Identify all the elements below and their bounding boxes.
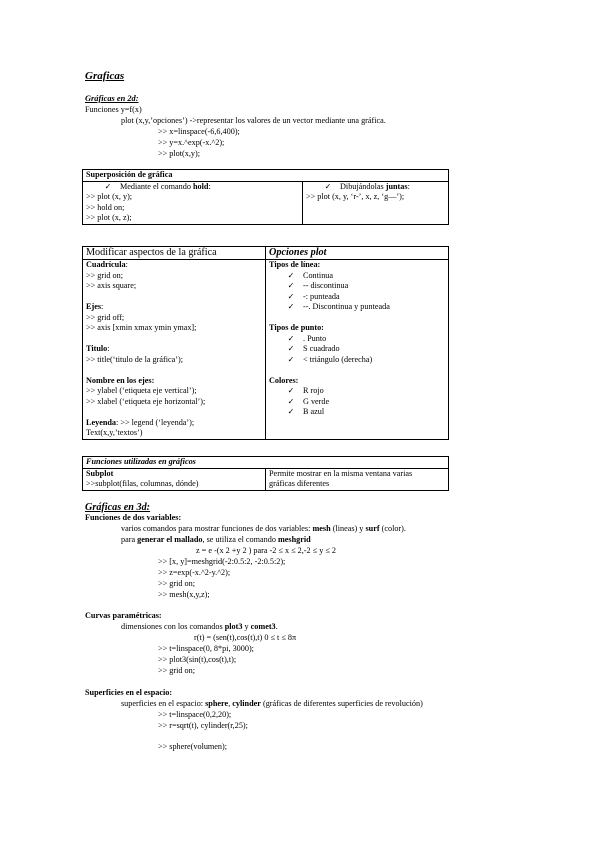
funciones-header: Funciones utilizadas en gráficos [83, 457, 449, 469]
code-line: >> sphere(volumen); [158, 742, 228, 751]
checkmark-icon: ✓ [287, 354, 295, 364]
checkmark-icon: ✓ [287, 386, 295, 395]
subheading: Superficies en el espacio: [85, 688, 173, 697]
checkmark-icon: ✓ [287, 407, 295, 416]
checkmark-icon: ✓ [287, 281, 295, 290]
section-2d-heading: Gráficas en 2d: [85, 94, 139, 103]
opciones-body: Tipos de línea: ✓ Continua ✓ -- discontinua ✓ -: punteada ✓ --. Discontinua y punteada Tipos de punto: ✓ . Punto ✓ S cuadrado ✓ < triángulo (derecha) Colores: ✓ R rojo ✓ G verde ✓ B azul [266, 260, 449, 440]
opciones-header: Opciones plot [266, 247, 449, 260]
page-title: Graficas [85, 70, 125, 82]
text-line: plot (x,y,’opciones’) ->representar los valores de un vector mediante una gráfica. [121, 116, 386, 125]
code-line: >> t=linspace(0, 8*pi, 3000); [158, 644, 254, 653]
checkmark-icon: ✓ [287, 302, 295, 311]
checkmark-icon: ✓ [287, 333, 295, 343]
text-line: varios comandos para mostrar funciones de dos variables: mesh (lineas) y surf (color). [121, 524, 406, 533]
code-line: >> r=sqrt(t), cylinder(r,25); [158, 721, 248, 730]
text-line: Funciones y=f(x) [85, 105, 142, 114]
juntas-cell: ✓ Dibujándolas juntas: >> plot (x, y, ‘r-’, x, z, ‘g—’); [303, 181, 449, 224]
superposicion-table [82, 169, 449, 225]
code-line: >> mesh(x,y,z); [158, 590, 210, 599]
text-line: superficies en el espacio: sphere, cylinder (gráficas de diferentes superficies de revolución) [121, 699, 423, 708]
checkmark-icon: ✓ [287, 291, 295, 301]
code-line: >> t=linspace(0,2,20); [158, 710, 232, 719]
code-line: >> z=exp(-x.^2-y.^2); [158, 568, 231, 577]
code-line: >> plot3(sin(t),cos(t),t); [158, 655, 237, 664]
hold-cell: ✓ Mediante el comando hold: >> plot (x, y); >> hold on; >> plot (x, z); [83, 181, 303, 224]
superposicion-header: Superposición de gráfica [83, 170, 449, 182]
text-line: dimensiones con los comandos plot3 y comet3. [121, 622, 278, 631]
funciones-table [82, 456, 449, 491]
subheading: Curvas paramétricas: [85, 611, 162, 620]
code-line: >> x=linspace(-6,6,400); [158, 127, 240, 136]
code-line: >> grid on; [158, 666, 195, 675]
code-line: >> [x, y]=meshgrid(-2:0.5:2, -2:0.5:2); [158, 557, 286, 566]
subheading: Funciones de dos variables: [85, 513, 182, 522]
subplot-desc-cell: Permite mostrar en la misma ventana varias gráficas diferentes [266, 468, 449, 490]
checkmark-icon: ✓ [324, 181, 332, 191]
code-line: >> y=x.^exp(-x.^2); [158, 138, 225, 147]
code-line: >> grid on; [158, 579, 195, 588]
checkmark-icon: ✓ [287, 396, 295, 406]
formula: z = e -(x 2 +y 2 ) para -2 ≤ x ≤ 2,-2 ≤ y ≤ 2 [196, 546, 336, 555]
modificar-header: Modificar aspectos de la gráfica [83, 247, 266, 260]
checkmark-icon: ✓ [104, 181, 112, 191]
text-line: para generar el mallado, se utiliza el comando meshgrid [121, 535, 311, 544]
section-3d-heading: Gráficas en 3d: [85, 502, 151, 513]
subplot-cell: Subplot >>subplot(filas, columnas, dónde) [83, 468, 266, 490]
checkmark-icon: ✓ [287, 344, 295, 353]
code-line: >> plot(x,y); [158, 149, 200, 158]
checkmark-icon: ✓ [287, 270, 295, 280]
modificar-table [82, 246, 449, 440]
formula: r(t) = (sen(t),cos(t),t) 0 ≤ t ≤ 8π [194, 633, 297, 642]
modificar-body: Cuadrícula: >> grid on; >> axis square; Ejes: >> grid off; >> axis [xmin xmax ymin ymax]; Titulo: >> title(‘titulo de la gráfica’); Nombre en los ejes: >> ylabel (‘etiqueta eje vertical’); >> xlabel (‘etiqueta eje horizontal’); Leyenda: >> legend (‘leyenda’); Text(x,y,’textos’) [83, 260, 266, 440]
